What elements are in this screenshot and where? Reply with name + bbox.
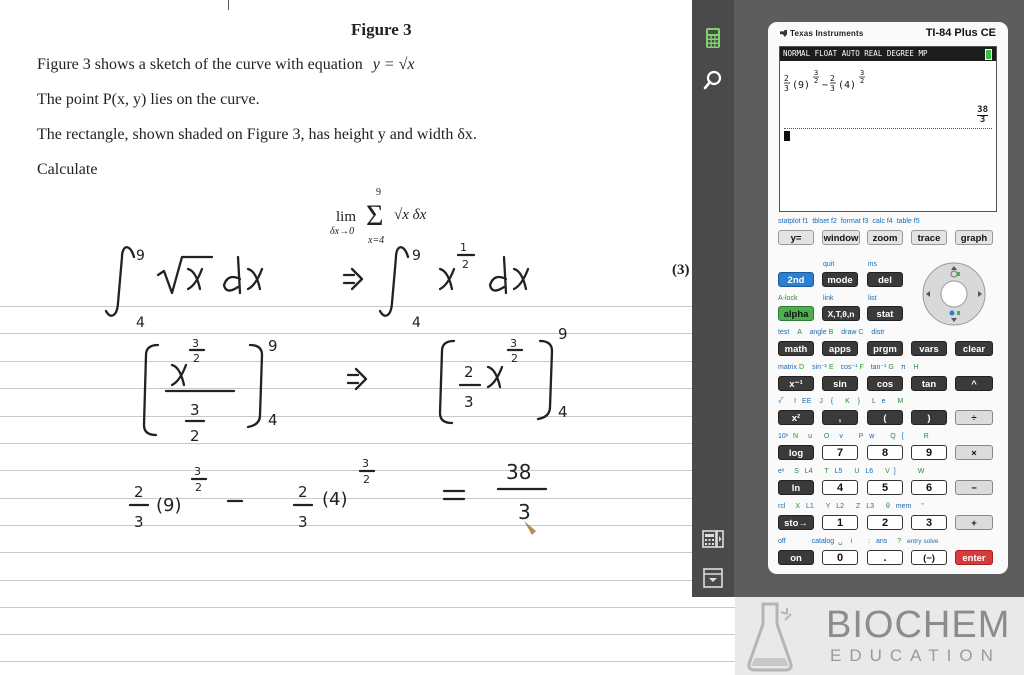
svg-text:−: −: [822, 80, 829, 91]
key-mode[interactable]: mode: [822, 272, 858, 287]
flabel: C: [858, 329, 864, 336]
flabel: B: [828, 329, 834, 336]
entry-expression-math: [784, 69, 894, 99]
flabel: Z: [855, 503, 861, 510]
key-multiply[interactable]: ×: [955, 445, 993, 460]
key-comma[interactable]: ,: [822, 410, 858, 425]
flabel: tan⁻¹: [870, 364, 887, 371]
flabel: √‾: [778, 398, 785, 405]
key-2nd[interactable]: 2nd: [778, 272, 814, 287]
svg-text:2: 2: [190, 427, 200, 445]
svg-text:9: 9: [136, 248, 145, 264]
text-cursor: [784, 131, 790, 141]
ti-logo-icon: [780, 30, 787, 37]
svg-text:(4): (4): [322, 489, 348, 510]
svg-text:(9): (9): [156, 495, 182, 516]
svg-text:2: 2: [363, 473, 370, 486]
key-5[interactable]: 5: [867, 480, 903, 495]
flabel: off: [778, 538, 786, 545]
side-icon-rail: [692, 0, 734, 597]
key-tan[interactable]: tan: [911, 376, 947, 391]
key-add[interactable]: +: [955, 515, 993, 530]
key-6[interactable]: 6: [911, 480, 947, 495]
svg-text:2: 2: [193, 352, 200, 365]
key-4[interactable]: 4: [822, 480, 858, 495]
svg-text:3: 3: [362, 457, 369, 470]
flabel: statplot: [778, 218, 801, 225]
flabel-list: list: [868, 295, 877, 302]
flabel: [: [901, 433, 904, 440]
flabel: L5: [834, 468, 843, 475]
flabel: ]: [893, 468, 896, 475]
flabel: ?: [897, 538, 902, 545]
key-graph[interactable]: graph: [955, 230, 993, 245]
flabel: M: [897, 398, 904, 405]
svg-text:2: 2: [464, 363, 474, 381]
flabel-row-on: [778, 537, 939, 546]
result-denominator: 3: [977, 115, 988, 125]
key-clear[interactable]: clear: [955, 341, 993, 356]
flabel-quit: quit: [823, 261, 835, 268]
key-reciprocal[interactable]: x⁻¹: [778, 376, 814, 391]
svg-text:3: 3: [194, 465, 201, 478]
flabel: EE: [802, 398, 812, 405]
key-log[interactable]: log: [778, 445, 814, 460]
flabel: tblset: [812, 218, 830, 225]
key-left-paren[interactable]: (: [867, 410, 903, 425]
key-alpha[interactable]: alpha: [778, 306, 814, 321]
history-divider: [784, 128, 992, 129]
key-square[interactable]: x²: [778, 410, 814, 425]
flabel: R: [923, 433, 929, 440]
flabel-row-sto: [778, 502, 924, 511]
svg-text:9: 9: [412, 248, 421, 264]
flabel: O: [823, 433, 830, 440]
key-0[interactable]: 0: [822, 550, 858, 565]
flabel: mem: [895, 503, 912, 510]
svg-text:9: 9: [268, 337, 278, 355]
calculator-screen[interactable]: [779, 46, 997, 212]
flabel: format: [840, 218, 861, 225]
key-ln[interactable]: ln: [778, 480, 814, 495]
flabel: L6: [865, 468, 874, 475]
flabel: i: [850, 538, 853, 545]
figure-title: Figure 3: [351, 20, 412, 39]
hw-integral-power: [344, 241, 528, 331]
flabel: T: [824, 468, 829, 475]
flabel: {: [830, 398, 834, 405]
result-numerator: 38: [977, 105, 988, 115]
flabel: f3: [862, 218, 869, 225]
hw-integral-sqrt: [106, 247, 262, 331]
flabel: ans: [875, 538, 888, 545]
flabel: K: [845, 398, 850, 405]
flabel-link: link: [823, 295, 834, 302]
ti84-calculator: [768, 22, 1008, 574]
key-store[interactable]: sto→: [778, 515, 814, 530]
svg-text:3: 3: [134, 513, 144, 531]
mode-status-text: NORMAL FLOAT AUTO REAL DEGREE MP: [783, 49, 928, 58]
direction-pad[interactable]: [922, 262, 986, 326]
flabel: F: [859, 364, 864, 371]
key-math[interactable]: math: [778, 341, 814, 356]
flabel-row-log: [778, 432, 929, 441]
key-7[interactable]: 7: [822, 445, 858, 460]
flabel: P: [858, 433, 864, 440]
svg-text:2: 2: [134, 483, 144, 501]
ruled-line: [0, 634, 740, 635]
battery-icon: [985, 49, 992, 60]
key-negative[interactable]: (−): [911, 550, 947, 565]
key-subtract[interactable]: −: [955, 480, 993, 495]
flabel-row-top: [778, 217, 920, 226]
flabel: distr: [871, 329, 885, 336]
flabel: S: [794, 468, 799, 475]
brand-text: Texas Instruments: [790, 29, 864, 38]
flabel: L3: [866, 503, 874, 510]
flabel: u: [808, 433, 812, 440]
flabel: N: [793, 433, 799, 440]
svg-text:2: 2: [298, 483, 308, 501]
question-line-3: The rectangle, shown shaded on Figure 3, has height y and width δx.: [37, 126, 477, 143]
flabel: X: [795, 503, 801, 510]
flabel: rcl: [778, 503, 786, 510]
svg-text:4: 4: [136, 315, 145, 331]
sum-lower-limit: x=4: [368, 235, 385, 246]
svg-text:2: 2: [511, 352, 518, 365]
question-line-1: [37, 56, 414, 74]
flabel: J: [819, 398, 823, 405]
calculator-model: TI-84 Plus CE: [925, 27, 996, 39]
key-8[interactable]: 8: [867, 445, 903, 460]
limit-label: lim: [336, 209, 357, 225]
key-2[interactable]: 2: [867, 515, 903, 530]
svg-text:3: 3: [464, 393, 474, 411]
flabel: 10ˣ: [778, 433, 789, 440]
flabel: cos⁻¹: [840, 364, 858, 371]
flabel: L2: [836, 503, 845, 510]
key-3[interactable]: 3: [911, 515, 947, 530]
svg-text:1: 1: [460, 241, 467, 254]
key-enter[interactable]: enter: [955, 550, 993, 565]
limit-subscript: δx→0: [330, 226, 355, 237]
key-window[interactable]: window: [822, 230, 860, 245]
question-line-2: The point P(x, y) lies on the curve.: [37, 91, 260, 108]
key-divide[interactable]: ÷: [955, 410, 993, 425]
key-xthetan[interactable]: X,T,θ,n: [822, 306, 860, 321]
flabel: v: [839, 433, 843, 440]
key-apps[interactable]: apps: [822, 341, 858, 356]
search-icon[interactable]: [701, 68, 725, 92]
hw-bracket-fraction: [144, 337, 278, 445]
flabel: Y: [825, 503, 831, 510]
flabel-row-square: [778, 397, 903, 406]
key-power[interactable]: ^: [955, 376, 993, 391]
svg-text:3: 3: [830, 84, 835, 93]
key-right-paren[interactable]: ): [911, 410, 947, 425]
key-vars[interactable]: vars: [911, 341, 947, 356]
key-on[interactable]: on: [778, 550, 814, 565]
svg-text:2: 2: [462, 258, 469, 271]
flabel: V: [885, 468, 890, 475]
svg-text:(9): (9): [792, 80, 811, 91]
flabel: Q: [890, 433, 896, 440]
key-y-equals[interactable]: y=: [778, 230, 814, 245]
question-text: Figure 3 shows a sketch of the curve with equation: [37, 56, 363, 73]
flabel: θ: [885, 503, 890, 510]
svg-text:2: 2: [860, 77, 865, 85]
flabel: draw: [841, 329, 857, 336]
flabel-row-trig: [778, 363, 919, 372]
summand: √x δx: [394, 207, 427, 223]
svg-text:(4): (4): [838, 80, 857, 91]
collapse-panel-icon[interactable]: [701, 566, 725, 590]
flabel: f4: [886, 218, 893, 225]
contrast-icon: [950, 311, 955, 316]
flabel: }: [857, 398, 861, 405]
flabel: sin⁻¹: [812, 364, 828, 371]
hw-final-calculation: [130, 457, 546, 535]
flabel-ins: ins: [868, 261, 877, 268]
key-trace[interactable]: trace: [911, 230, 947, 245]
flabel: I: [794, 398, 797, 405]
key-decimal[interactable]: .: [867, 550, 903, 565]
key-1[interactable]: 1: [822, 515, 858, 530]
flabel: f2: [831, 218, 837, 225]
key-zoom[interactable]: zoom: [867, 230, 903, 245]
flabel: f5: [913, 218, 920, 225]
svg-text:2: 2: [830, 74, 835, 83]
svg-text:2: 2: [814, 77, 819, 85]
flabel: calc: [872, 218, 885, 225]
flabel-row-ln: [778, 467, 924, 476]
ruled-line: [0, 607, 740, 608]
flabel: W: [917, 468, 925, 475]
svg-text:38: 38: [506, 460, 532, 484]
svg-text:9: 9: [558, 325, 568, 343]
flabel: L1: [805, 503, 814, 510]
watermark-title: BIOCHEM: [826, 604, 1011, 646]
flabel: E: [828, 364, 834, 371]
key-del[interactable]: del: [867, 272, 903, 287]
hw-bracket-simplified: [348, 325, 568, 423]
flabel: f1: [802, 218, 809, 225]
flabel: ␣: [838, 538, 843, 545]
question-line-4: Calculate: [37, 161, 98, 178]
handwritten-working: [100, 235, 620, 555]
key-sin[interactable]: sin: [822, 376, 858, 391]
flabel: U: [854, 468, 860, 475]
status-bar: [780, 47, 996, 61]
flabel: A: [797, 329, 802, 336]
svg-text:3: 3: [192, 337, 199, 350]
curve-equation: y = √x: [372, 56, 415, 73]
svg-text:2: 2: [784, 74, 789, 83]
watermark-subtitle: EDUCATION: [830, 646, 1001, 665]
key-stat[interactable]: stat: [867, 306, 903, 321]
sum-upper-limit: 9: [376, 187, 381, 198]
key-9[interactable]: 9: [911, 445, 947, 460]
svg-text:3: 3: [510, 337, 517, 350]
flabel-row-math: [778, 328, 885, 337]
flabel: H: [913, 364, 919, 371]
flabel: π: [900, 364, 906, 371]
svg-text:4: 4: [558, 403, 568, 421]
sigma-symbol: Σ: [366, 199, 384, 232]
flabel: :: [868, 538, 871, 545]
entry-expression: [784, 69, 894, 102]
svg-text:4: 4: [412, 315, 421, 331]
flabel: w: [869, 433, 875, 440]
keypad-toggle-icon[interactable]: [701, 527, 725, 551]
flabel: e: [881, 398, 886, 405]
calculator-icon[interactable]: [701, 26, 725, 50]
svg-text:3: 3: [784, 84, 789, 93]
flabel: L: [872, 398, 876, 405]
flabel: catalog: [811, 538, 835, 545]
flabel: eˣ: [778, 468, 785, 475]
flabel: test: [778, 329, 790, 336]
svg-text:4: 4: [268, 411, 278, 429]
svg-text:3: 3: [518, 500, 531, 524]
key-prgm[interactable]: prgm: [867, 341, 903, 356]
ruled-line: [0, 580, 740, 581]
flabel: L4: [804, 468, 813, 475]
flask-logo-icon: [745, 600, 795, 672]
flabel: D: [799, 364, 805, 371]
svg-text:3: 3: [190, 401, 200, 419]
flabel: G: [888, 364, 894, 371]
page-edge-mark: [228, 0, 229, 10]
flabel: angle: [809, 329, 827, 336]
flabel-alock: A-lock: [778, 295, 798, 302]
calculator-brand: [780, 29, 864, 38]
svg-text:3: 3: [860, 69, 865, 77]
flabel: entry solve: [907, 538, 939, 545]
svg-text:2: 2: [195, 481, 202, 494]
svg-text:3: 3: [298, 513, 308, 531]
svg-text:3: 3: [814, 69, 819, 77]
flabel: ": [921, 503, 924, 510]
flabel: table: [896, 218, 912, 225]
flabel: matrix: [778, 364, 798, 371]
key-cos[interactable]: cos: [867, 376, 903, 391]
ruled-line: [0, 661, 740, 662]
marks-label: (3): [672, 262, 690, 278]
calculation-result: [977, 105, 988, 125]
